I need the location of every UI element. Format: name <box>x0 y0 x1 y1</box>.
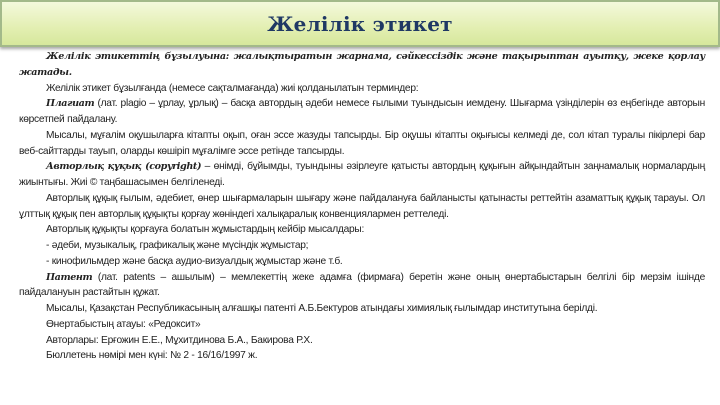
paragraph-plagiarism <box>19 96 705 128</box>
slide-body <box>19 49 705 364</box>
paragraph-text: Авторлық құқық ғылым, әдебиет, өнер шығармаларын шығару және пайдалануға байланысты қатынасты реттейтін азаматтық құқық тарауы. Ол ұлттық құқық пен авторлық құқықты қорғау жөніндегі халықаралық конвенциялармен реттеледі. <box>19 192 705 220</box>
paragraph-text: - әдеби, музыкалық, графикалық және мүсіндік жұмыстар; <box>46 240 309 251</box>
paragraph-copyright-examples <box>19 222 705 238</box>
emphasized-text: Желілік этикеттің бұзылуына: жалықтыратын жарнама, сәйкессіздік және тақырыптан ауытқу, жеке қорлау жатады. <box>19 51 705 78</box>
paragraph-text: (лат. patents – ашылым) – мемлекеттің жеке адамға (фирмаға) беретін және оның өнертабыстарын белгілі бір мерзім ішінде пайдалануын растайтын құжат. <box>19 271 705 299</box>
paragraph-text: - кинофильмдер және басқа аудио-визуалдық жұмыстар және т.б. <box>46 255 343 267</box>
paragraph-text: Авторлары: Ерғожин Е.Е., Мұхитдинова Б.А., Бакирова Р.Х. <box>46 334 313 346</box>
paragraph-text: Өнертабыстың атауы: «Редоксит» <box>46 318 201 330</box>
list-item <box>19 254 705 270</box>
paragraph-invention-name <box>19 317 705 333</box>
paragraph-patent-example <box>19 301 705 317</box>
list-item <box>19 238 705 254</box>
paragraph-authors <box>19 333 705 349</box>
paragraph-text: Авторлық құқықты қорғауға болатын жұмыстардың кейбір мысалдары: <box>46 224 365 236</box>
paragraph-plagiarism-example <box>19 128 705 160</box>
paragraph-text: (лат. plagio – ұрлау, ұрлық) – басқа автордың әдеби немесе ғылыми туындысын иемдену. Шығарма үзінділерін өз еңбегінде авторын көрсетпей пайдалану. <box>19 98 705 125</box>
paragraph-copyright <box>19 159 705 191</box>
paragraph-bulletin <box>19 348 705 364</box>
term: Патент <box>46 271 93 283</box>
slide-title: Желілік этикет <box>267 11 453 36</box>
paragraph-patent <box>19 270 705 302</box>
term: Авторлық құқық (copyright) <box>46 161 202 173</box>
paragraph-text: Мысалы, мұғалім оқушыларға кітапты оқып, оған эссе жазуды тапсырды. Бір оқушы кітапты оқығысы келмеді де, сол кітап туралы пікірлері бар веб-сайттарды тауып, оларды көшіріп мұғалімге эссе ретінде тапсырды. <box>19 129 705 157</box>
paragraph-text: Мысалы, Қазақстан Республикасының алғашқы патенті А.Б.Бектуров атындағы химиялық ғылымдар институтына берілді. <box>46 303 598 314</box>
paragraph-text: – өнімді, бұйымды, туындыны әзірлеуге қатысты автордың құқығын айқындайтын заңнамалық нормалардың жиынтығы. Жиі © таңбашасымен белгіленеді. <box>19 161 705 188</box>
paragraph-text: Бюллетень нөмірі мен күні: № 2 - 16/16/1997 ж. <box>46 350 258 362</box>
title-bar <box>0 0 720 47</box>
paragraph-copyright-law <box>19 191 705 223</box>
paragraph-terms-intro <box>19 81 705 97</box>
term: Плагиат <box>46 98 95 110</box>
paragraph-etiquette-violations <box>19 49 705 81</box>
paragraph-text: Желілік этикет бұзылғанда (немесе сақталмағанда) жиі қолданылатын терминдер: <box>46 82 419 94</box>
